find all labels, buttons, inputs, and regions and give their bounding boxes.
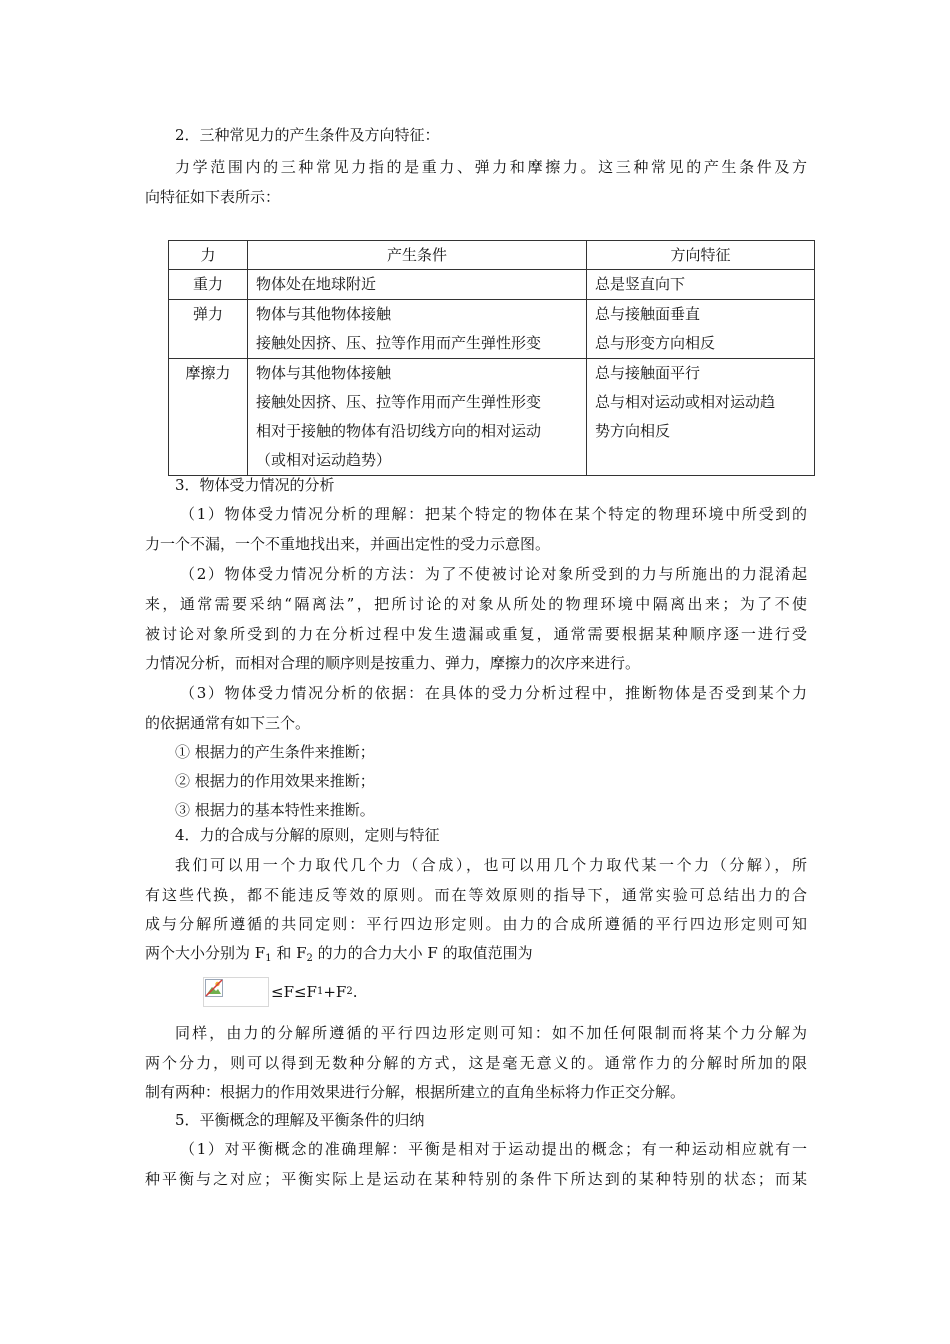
broken-image-icon <box>203 977 269 1007</box>
formula-text: ≤F≤F <box>271 983 317 1001</box>
text-run: 的力的合力大小 F 的取值范围为 <box>312 944 533 962</box>
force-name: 摩擦力 <box>185 364 231 382</box>
header-conditions: 产生条件 <box>248 241 587 270</box>
text-run: 和 F <box>271 944 307 962</box>
direction-line: 总与形变方向相反 <box>595 334 716 352</box>
section4-p1-cont: 成与分解所遵循的共同定则：平行四边形定则。由力的合成所遵循的平行四边形定则可知 <box>145 915 807 933</box>
condition-line: 物体与其他物体接触 <box>256 305 392 323</box>
condition-line: （或相对运动趋势） <box>256 451 392 469</box>
section3-p2: （2）物体受力情况分析的方法：为了不使被讨论对象所受到的力与所施出的力混淆起 <box>180 565 807 583</box>
section5-p1-cont: 种平衡与之对应；平衡实际上是运动在某种特别的条件下所达到的某种特别的状态；而某 <box>145 1170 807 1188</box>
header-directions: 方向特征 <box>587 241 815 270</box>
direction-line: 总与相对运动或相对运动趋 <box>595 393 776 411</box>
force-name: 弹力 <box>192 305 223 323</box>
subscript: 2 <box>306 953 313 964</box>
conditions-cell <box>248 300 587 359</box>
condition-line: 物体处在地球附近 <box>256 275 377 293</box>
conditions-cell <box>248 359 587 476</box>
conditions-cell <box>248 270 587 300</box>
section3-p2-cont: 被讨论对象所受到的力在分析过程中发生遗漏或重复，通常需要根据某种顺序逐一进行受 <box>145 625 807 643</box>
section3-p3: （3）物体受力情况分析的依据：在具体的受力分析过程中，推断物体是否受到某个力 <box>180 684 807 702</box>
force-name-cell <box>169 300 248 359</box>
formula-line: ≤F≤F 1 +F 2 . <box>203 977 357 1007</box>
condition-line: 物体与其他物体接触 <box>256 364 392 382</box>
section4-p1-cont <box>145 942 807 964</box>
section4-p2: 同样，由力的分解所遵循的平行四边形定则可知：如不加任何限制而将某个力分解为 <box>175 1024 807 1042</box>
text-run: 两个大小分别为 F <box>145 944 266 962</box>
force-name-cell <box>169 359 248 476</box>
table-row <box>169 270 815 300</box>
list-item: ③ 根据力的基本特性来推断。 <box>175 801 375 819</box>
section4-p2-cont: 制有两种：根据力的作用效果进行分解，根据所建立的直角坐标将力作正交分解。 <box>145 1083 686 1101</box>
section4-heading: 4．力的合成与分解的原则，定则与特征 <box>175 826 440 844</box>
condition-line: 接触处因挤、压、拉等作用而产生弹性形变 <box>256 334 542 352</box>
directions-cell <box>587 300 815 359</box>
section4-p1-cont: 有这些代换，都不能违反等效的原则。而在等效原则的指导下，通常实验可总结出力的合 <box>145 886 807 904</box>
table-row <box>169 359 815 476</box>
section5-p1: （1）对平衡概念的准确理解：平衡是相对于运动提出的概念；有一种运动相应就有一 <box>180 1140 807 1158</box>
section3-heading: 3．物体受力情况的分析 <box>175 476 335 494</box>
force-name-cell <box>169 270 248 300</box>
force-name: 重力 <box>192 275 223 293</box>
table-header-row <box>169 241 815 270</box>
section3-p2-cont: 来，通常需要采纳“隔离法”，把所讨论的对象从所处的物理环境中隔离出来；为了不使 <box>145 595 807 613</box>
section3-p3-cont: 的依据通常有如下三个。 <box>145 714 311 732</box>
direction-line: 总是竖直向下 <box>595 275 686 293</box>
direction-line: 总与接触面平行 <box>595 364 701 382</box>
table-row <box>169 300 815 359</box>
section3-p1: （1）物体受力情况分析的理解：把某个特定的物体在某个特定的物理环境中所受到的 <box>180 505 807 523</box>
directions-cell <box>587 270 815 300</box>
formula-text: +F <box>323 983 347 1001</box>
formula-text: . <box>352 983 358 1001</box>
condition-line: 相对于接触的物体有沿切线方向的相对运动 <box>256 422 542 440</box>
list-item: ② 根据力的作用效果来推断； <box>175 772 375 790</box>
section3-p1-cont: 力一个不漏，一个不重地找出来，并画出定性的受力示意图。 <box>145 535 551 553</box>
direction-line: 势方向相反 <box>595 422 671 440</box>
section5-heading: 5．平衡概念的理解及平衡条件的归纳 <box>175 1111 425 1129</box>
condition-line: 接触处因挤、压、拉等作用而产生弹性形变 <box>256 393 542 411</box>
section2-intro: 力学范围内的三种常见力指的是重力、弹力和摩擦力。这三种常见的产生条件及方 <box>175 158 807 176</box>
list-item: ① 根据力的产生条件来推断； <box>175 743 375 761</box>
section2-intro-cont: 向特征如下表所示： <box>145 188 281 206</box>
forces-table <box>168 240 815 476</box>
section4-p2-cont: 两个分力，则可以得到无数种分解的方式，这是毫无意义的。通常作力的分解时所加的限 <box>145 1054 807 1072</box>
section2-heading: 2．三种常见力的产生条件及方向特征： <box>175 126 440 144</box>
direction-line: 总与接触面垂直 <box>595 305 701 323</box>
section4-p1: 我们可以用一个力取代几个力（合成），也可以用几个力取代某一个力（分解），所 <box>175 856 807 874</box>
section3-p2-cont: 力情况分析，而相对合理的顺序则是按重力、弹力，摩擦力的次序来进行。 <box>145 654 641 672</box>
header-force: 力 <box>169 241 248 270</box>
directions-cell <box>587 359 815 476</box>
subscript: 1 <box>265 953 272 964</box>
